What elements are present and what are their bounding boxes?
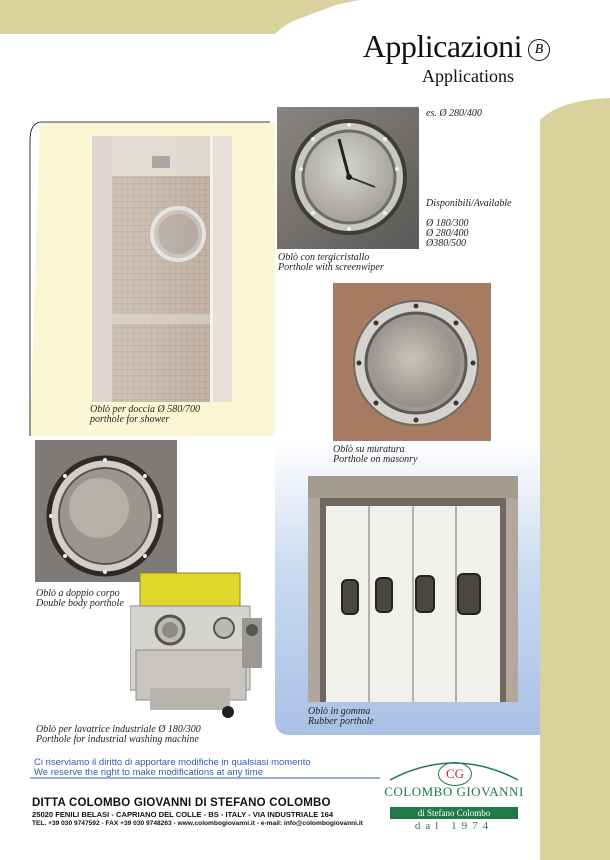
page-title: Applicazioni (362, 28, 522, 64)
shower-caption-it: Oblò per doccia Ø 580/700 (90, 404, 200, 415)
title-block (300, 28, 550, 65)
company-logo (384, 750, 524, 836)
rubber-caption-it: Oblò in gomma (308, 706, 371, 717)
masonry-caption-en: Porthole on masonry (333, 454, 418, 465)
section-badge (528, 39, 550, 61)
masonry-caption-it: Oblò su muratura (333, 444, 405, 455)
shower-porthole-photo (92, 136, 232, 402)
footer-company: DITTA COLOMBO GIOVANNI DI STEFANO COLOMBO (32, 797, 331, 809)
double-body-porthole-photo (35, 440, 177, 582)
logo-monogram-text: CG (445, 766, 465, 781)
rubber-porthole-door-photo (308, 476, 518, 702)
screenwiper-example-size: es. Ø 280/400 (426, 108, 482, 119)
screenwiper-caption-it: Oblò con tergicristallo (278, 252, 370, 263)
logo-name: COLOMBO GIOVANNI (384, 784, 524, 799)
footer-contacts: TEL. +39 030 9747592 - FAX +39 030 9748263 - www.colombogiovanni.it - e-mail: info@colombogiovanni.it (32, 820, 363, 827)
notice-it: Ci riserviamo il diritto di apportare modifiche in qualsiasi momento (34, 757, 311, 768)
rubber-caption-en: Rubber porthole (308, 716, 374, 727)
washing-caption-en: Porthole for industrial washing machine (36, 734, 199, 745)
screenwiper-porthole-photo (277, 107, 419, 249)
logo-monogram (438, 762, 472, 786)
washing-caption-it: Oblò per lavatrice industriale Ø 180/300 (36, 724, 201, 735)
double-body-caption-en: Double body porthole (36, 598, 124, 609)
footer-address: 25020 FENILI BELASI - CAPRIANO DEL COLLE - BS - ITALY - VIA INDUSTRIALE 164 (32, 810, 334, 819)
available-size-3: Ø380/500 (426, 238, 466, 249)
available-size-1: Ø 180/300 (426, 218, 469, 229)
shower-caption-en: porthole for shower (90, 414, 170, 425)
washing-machine-photo (130, 570, 280, 720)
screenwiper-caption-en: Porthole with screenwiper (278, 262, 384, 273)
logo-owner: di Stefano Colombo (390, 807, 518, 819)
available-label: Disponibili/Available (426, 198, 512, 209)
page-subtitle: Applications (422, 66, 514, 86)
logo-since: dal 1974 (414, 820, 494, 832)
double-body-caption-it: Oblò a doppio corpo (36, 588, 120, 599)
masonry-porthole-photo (333, 283, 491, 441)
available-size-2: Ø 280/400 (426, 228, 469, 239)
section-badge-letter: B (534, 42, 544, 57)
notice-en: We reserve the right to make modifications at any time (34, 767, 263, 778)
